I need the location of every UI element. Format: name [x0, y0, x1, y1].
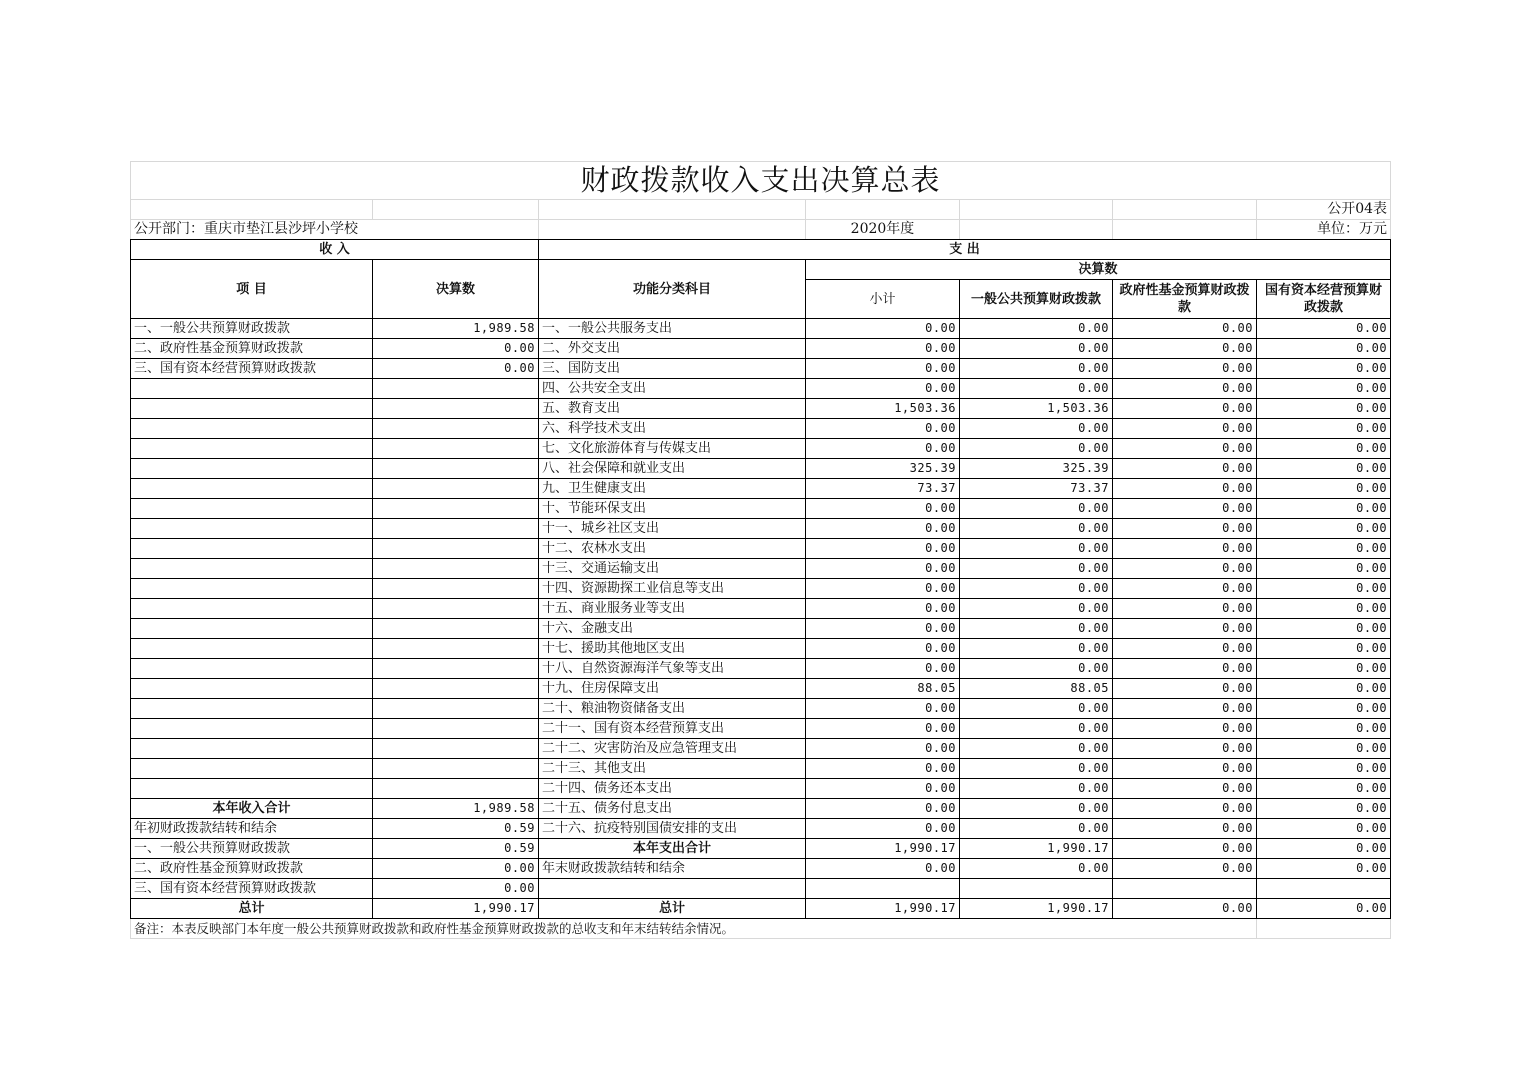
income-amount-cell — [373, 419, 539, 439]
expense-item-cell: 十二、农林水支出 — [539, 539, 806, 559]
general-budget-cell: 0.00 — [960, 579, 1113, 599]
subtotal-cell: 0.00 — [806, 439, 960, 459]
income-item-cell — [131, 459, 373, 479]
subtotal-cell: 0.00 — [806, 499, 960, 519]
subtotal-cell: 0.00 — [806, 739, 960, 759]
general-budget-cell: 0.00 — [960, 699, 1113, 719]
state-capital-cell: 0.00 — [1257, 599, 1391, 619]
state-capital-cell: 0.00 — [1257, 819, 1391, 839]
table-row — [131, 459, 1391, 479]
table-row — [131, 599, 1391, 619]
subtotal-cell: 0.00 — [806, 339, 960, 359]
final-amount-group-header: 决算数 — [806, 260, 1391, 280]
expense-item-cell: 十一、城乡社区支出 — [539, 519, 806, 539]
subtotal-cell: 0.00 — [806, 779, 960, 799]
income-item-cell — [131, 699, 373, 719]
general-budget-cell: 0.00 — [960, 559, 1113, 579]
state-capital-cell: 0.00 — [1257, 399, 1391, 419]
expense-item-cell: 十、节能环保支出 — [539, 499, 806, 519]
state-capital-cell: 0.00 — [1257, 439, 1391, 459]
income-item-cell — [131, 719, 373, 739]
general-budget-cell: 1,990.17 — [960, 839, 1113, 859]
page-title: 财政拨款收入支出决算总表 — [131, 162, 1391, 200]
state-capital-cell: 0.00 — [1257, 739, 1391, 759]
expense-item-cell: 十八、自然资源海洋气象等支出 — [539, 659, 806, 679]
general-budget-cell: 0.00 — [960, 619, 1113, 639]
income-amount-cell — [373, 579, 539, 599]
subtotal-cell: 1,990.17 — [806, 899, 960, 919]
income-amount-cell: 0.00 — [373, 359, 539, 379]
amount-column-header: 决算数 — [373, 260, 539, 319]
subtotal-cell: 0.00 — [806, 559, 960, 579]
expense-item-cell: 四、公共安全支出 — [539, 379, 806, 399]
expense-item-cell: 八、社会保障和就业支出 — [539, 459, 806, 479]
expense-header: 支 出 — [539, 240, 1391, 260]
state-capital-cell: 0.00 — [1257, 379, 1391, 399]
state-capital-cell — [1257, 879, 1391, 899]
expense-item-cell: 六、科学技术支出 — [539, 419, 806, 439]
income-amount-cell — [373, 659, 539, 679]
income-amount-cell: 1,989.58 — [373, 319, 539, 339]
table-row — [131, 559, 1391, 579]
table-row — [131, 739, 1391, 759]
general-budget-cell: 0.00 — [960, 819, 1113, 839]
expense-item-cell: 本年支出合计 — [539, 839, 806, 859]
income-amount-cell — [373, 479, 539, 499]
general-budget-cell: 0.00 — [960, 319, 1113, 339]
gov-fund-cell: 0.00 — [1113, 699, 1257, 719]
subtotal-cell: 0.00 — [806, 799, 960, 819]
state-capital-cell: 0.00 — [1257, 779, 1391, 799]
expense-item-cell: 十四、资源勘探工业信息等支出 — [539, 579, 806, 599]
blank-cell — [539, 200, 806, 220]
footnote: 备注：本表反映部门本年度一般公共预算财政拨款和政府性基金预算财政拨款的总收支和年末结转结余情况。 — [131, 919, 1257, 939]
subtotal-cell: 73.37 — [806, 479, 960, 499]
income-amount-cell — [373, 699, 539, 719]
state-capital-cell: 0.00 — [1257, 359, 1391, 379]
blank-cell — [1257, 919, 1391, 939]
general-budget-cell: 0.00 — [960, 599, 1113, 619]
general-budget-cell: 0.00 — [960, 539, 1113, 559]
blank-cell — [1113, 220, 1257, 240]
subtotal-cell: 0.00 — [806, 859, 960, 879]
expense-item-cell: 七、文化旅游体育与传媒支出 — [539, 439, 806, 459]
subtotal-cell: 0.00 — [806, 659, 960, 679]
general-budget-cell: 0.00 — [960, 359, 1113, 379]
table-row — [131, 779, 1391, 799]
table-row — [131, 519, 1391, 539]
income-item-cell — [131, 379, 373, 399]
gov-fund-cell: 0.00 — [1113, 859, 1257, 879]
subtotal-cell: 0.00 — [806, 419, 960, 439]
gov-fund-cell: 0.00 — [1113, 519, 1257, 539]
expense-item-cell — [539, 879, 806, 899]
income-item-cell — [131, 779, 373, 799]
income-item-cell — [131, 659, 373, 679]
department-label: 公开部门：重庆市垫江县沙坪小学校 — [131, 220, 539, 240]
income-amount-cell — [373, 639, 539, 659]
income-amount-cell: 1,989.58 — [373, 799, 539, 819]
general-budget-cell: 0.00 — [960, 439, 1113, 459]
table-row — [131, 859, 1391, 879]
income-item-cell: 年初财政拨款结转和结余 — [131, 819, 373, 839]
income-item-cell: 二、政府性基金预算财政拨款 — [131, 859, 373, 879]
subtotal-cell: 0.00 — [806, 759, 960, 779]
expense-item-cell: 十六、金融支出 — [539, 619, 806, 639]
income-amount-cell: 0.00 — [373, 879, 539, 899]
general-budget-cell: 0.00 — [960, 639, 1113, 659]
income-amount-cell — [373, 399, 539, 419]
income-item-cell — [131, 539, 373, 559]
income-item-cell — [131, 499, 373, 519]
state-capital-cell: 0.00 — [1257, 339, 1391, 359]
gov-fund-cell: 0.00 — [1113, 639, 1257, 659]
table-row — [131, 699, 1391, 719]
gov-fund-cell: 0.00 — [1113, 559, 1257, 579]
subtotal-cell: 0.00 — [806, 359, 960, 379]
general-budget-cell: 325.39 — [960, 459, 1113, 479]
subtotal-cell: 0.00 — [806, 619, 960, 639]
subtotal-cell: 0.00 — [806, 319, 960, 339]
gov-fund-cell: 0.00 — [1113, 419, 1257, 439]
table-row — [131, 799, 1391, 819]
state-capital-cell: 0.00 — [1257, 639, 1391, 659]
income-item-cell — [131, 599, 373, 619]
expense-item-cell: 总计 — [539, 899, 806, 919]
state-capital-cell: 0.00 — [1257, 619, 1391, 639]
income-item-cell: 三、国有资本经营预算财政拨款 — [131, 879, 373, 899]
gov-fund-cell: 0.00 — [1113, 799, 1257, 819]
expense-item-cell: 二十一、国有资本经营预算支出 — [539, 719, 806, 739]
general-budget-cell: 0.00 — [960, 719, 1113, 739]
gov-fund-column-header: 政府性基金预算财政拨款 — [1113, 280, 1257, 319]
income-amount-cell — [373, 439, 539, 459]
income-item-cell — [131, 419, 373, 439]
general-budget-cell: 0.00 — [960, 859, 1113, 879]
blank-cell — [539, 220, 806, 240]
table-row — [131, 819, 1391, 839]
table-row — [131, 839, 1391, 859]
gov-fund-cell: 0.00 — [1113, 759, 1257, 779]
expense-item-cell: 二、外交支出 — [539, 339, 806, 359]
subtotal-cell: 0.00 — [806, 379, 960, 399]
income-item-cell: 二、政府性基金预算财政拨款 — [131, 339, 373, 359]
expense-item-cell: 十三、交通运输支出 — [539, 559, 806, 579]
table-row — [131, 319, 1391, 339]
table-row — [131, 679, 1391, 699]
table-row — [131, 899, 1391, 919]
gov-fund-cell: 0.00 — [1113, 679, 1257, 699]
table-row — [131, 479, 1391, 499]
expense-item-cell: 十九、住房保障支出 — [539, 679, 806, 699]
income-item-cell — [131, 739, 373, 759]
income-amount-cell — [373, 379, 539, 399]
gov-fund-cell: 0.00 — [1113, 499, 1257, 519]
income-item-cell — [131, 559, 373, 579]
subtotal-cell: 0.00 — [806, 719, 960, 739]
expense-item-cell: 二十六、抗疫特别国债安排的支出 — [539, 819, 806, 839]
state-capital-cell: 0.00 — [1257, 519, 1391, 539]
state-capital-cell: 0.00 — [1257, 319, 1391, 339]
subtotal-cell: 1,503.36 — [806, 399, 960, 419]
expense-item-cell: 二十、粮油物资储备支出 — [539, 699, 806, 719]
state-capital-column-header: 国有资本经营预算财政拨款 — [1257, 280, 1391, 319]
subtotal-cell: 88.05 — [806, 679, 960, 699]
expense-item-cell: 二十二、灾害防治及应急管理支出 — [539, 739, 806, 759]
state-capital-cell: 0.00 — [1257, 679, 1391, 699]
income-amount-cell — [373, 539, 539, 559]
budget-sheet — [130, 161, 1390, 939]
general-budget-cell: 73.37 — [960, 479, 1113, 499]
expense-item-cell: 九、卫生健康支出 — [539, 479, 806, 499]
table-row — [131, 719, 1391, 739]
table-row — [131, 759, 1391, 779]
gov-fund-cell: 0.00 — [1113, 459, 1257, 479]
gov-fund-cell: 0.00 — [1113, 379, 1257, 399]
blank-cell — [1113, 200, 1257, 220]
income-item-cell — [131, 639, 373, 659]
gov-fund-cell: 0.00 — [1113, 779, 1257, 799]
state-capital-cell: 0.00 — [1257, 499, 1391, 519]
table-row — [131, 539, 1391, 559]
expense-item-cell: 一、一般公共服务支出 — [539, 319, 806, 339]
state-capital-cell: 0.00 — [1257, 759, 1391, 779]
general-budget-cell: 1,503.36 — [960, 399, 1113, 419]
gov-fund-cell: 0.00 — [1113, 839, 1257, 859]
gov-fund-cell: 0.00 — [1113, 479, 1257, 499]
gov-fund-cell: 0.00 — [1113, 439, 1257, 459]
budget-table — [130, 161, 1391, 939]
gov-fund-cell: 0.00 — [1113, 619, 1257, 639]
expense-item-cell: 二十四、债务还本支出 — [539, 779, 806, 799]
table-row — [131, 359, 1391, 379]
subtotal-column-header: 小计 — [806, 280, 960, 319]
general-budget-cell — [960, 879, 1113, 899]
general-budget-cell: 0.00 — [960, 739, 1113, 759]
blank-cell — [960, 220, 1113, 240]
income-item-cell — [131, 399, 373, 419]
gov-fund-cell — [1113, 879, 1257, 899]
income-item-cell — [131, 519, 373, 539]
gov-fund-cell: 0.00 — [1113, 719, 1257, 739]
income-item-cell — [131, 439, 373, 459]
general-budget-cell: 0.00 — [960, 519, 1113, 539]
income-item-cell: 一、一般公共预算财政拨款 — [131, 319, 373, 339]
gov-fund-cell: 0.00 — [1113, 319, 1257, 339]
income-amount-cell — [373, 499, 539, 519]
expense-item-cell: 二十五、债务付息支出 — [539, 799, 806, 819]
income-item-cell — [131, 759, 373, 779]
income-amount-cell — [373, 459, 539, 479]
fiscal-year: 2020年度 — [806, 220, 960, 240]
income-item-cell — [131, 679, 373, 699]
gov-fund-cell: 0.00 — [1113, 359, 1257, 379]
subtotal-cell: 325.39 — [806, 459, 960, 479]
income-amount-cell — [373, 619, 539, 639]
function-class-column-header: 功能分类科目 — [539, 260, 806, 319]
gov-fund-cell: 0.00 — [1113, 599, 1257, 619]
income-item-cell: 三、国有资本经营预算财政拨款 — [131, 359, 373, 379]
expense-item-cell: 年末财政拨款结转和结余 — [539, 859, 806, 879]
subtotal-cell — [806, 879, 960, 899]
state-capital-cell: 0.00 — [1257, 899, 1391, 919]
income-item-cell: 本年收入合计 — [131, 799, 373, 819]
general-budget-cell: 0.00 — [960, 379, 1113, 399]
income-amount-cell — [373, 679, 539, 699]
blank-cell — [806, 200, 960, 220]
subtotal-cell: 0.00 — [806, 819, 960, 839]
income-amount-cell — [373, 519, 539, 539]
state-capital-cell: 0.00 — [1257, 699, 1391, 719]
item-column-header: 项 目 — [131, 260, 373, 319]
income-amount-cell: 0.00 — [373, 859, 539, 879]
state-capital-cell: 0.00 — [1257, 559, 1391, 579]
state-capital-cell: 0.00 — [1257, 419, 1391, 439]
unit-label: 单位：万元 — [1257, 220, 1391, 240]
state-capital-cell: 0.00 — [1257, 459, 1391, 479]
general-budget-cell: 88.05 — [960, 679, 1113, 699]
table-row — [131, 659, 1391, 679]
state-capital-cell: 0.00 — [1257, 479, 1391, 499]
subtotal-cell: 0.00 — [806, 519, 960, 539]
table-row — [131, 439, 1391, 459]
state-capital-cell: 0.00 — [1257, 539, 1391, 559]
table-row — [131, 639, 1391, 659]
gov-fund-cell: 0.00 — [1113, 399, 1257, 419]
state-capital-cell: 0.00 — [1257, 839, 1391, 859]
blank-cell — [131, 200, 373, 220]
state-capital-cell: 0.00 — [1257, 719, 1391, 739]
subtotal-cell: 0.00 — [806, 699, 960, 719]
table-row — [131, 579, 1391, 599]
gov-fund-cell: 0.00 — [1113, 899, 1257, 919]
gov-fund-cell: 0.00 — [1113, 539, 1257, 559]
general-budget-cell: 0.00 — [960, 759, 1113, 779]
income-amount-cell: 0.00 — [373, 339, 539, 359]
form-code: 公开04表 — [1257, 200, 1391, 220]
income-amount-cell: 0.59 — [373, 839, 539, 859]
state-capital-cell: 0.00 — [1257, 579, 1391, 599]
income-amount-cell — [373, 559, 539, 579]
income-item-cell: 一、一般公共预算财政拨款 — [131, 839, 373, 859]
table-row — [131, 879, 1391, 899]
table-row — [131, 419, 1391, 439]
blank-cell — [960, 200, 1113, 220]
gov-fund-cell: 0.00 — [1113, 579, 1257, 599]
gov-fund-cell: 0.00 — [1113, 739, 1257, 759]
general-budget-cell: 0.00 — [960, 659, 1113, 679]
expense-item-cell: 三、国防支出 — [539, 359, 806, 379]
subtotal-cell: 0.00 — [806, 639, 960, 659]
income-item-cell — [131, 479, 373, 499]
general-budget-cell: 0.00 — [960, 419, 1113, 439]
income-item-cell — [131, 579, 373, 599]
subtotal-cell: 0.00 — [806, 579, 960, 599]
income-amount-cell — [373, 719, 539, 739]
state-capital-cell: 0.00 — [1257, 659, 1391, 679]
income-item-cell: 总计 — [131, 899, 373, 919]
gov-fund-cell: 0.00 — [1113, 819, 1257, 839]
income-amount-cell — [373, 599, 539, 619]
expense-item-cell: 十五、商业服务业等支出 — [539, 599, 806, 619]
state-capital-cell: 0.00 — [1257, 859, 1391, 879]
subtotal-cell: 0.00 — [806, 539, 960, 559]
table-row — [131, 339, 1391, 359]
income-amount-cell: 0.59 — [373, 819, 539, 839]
expense-item-cell: 二十三、其他支出 — [539, 759, 806, 779]
income-header: 收 入 — [131, 240, 539, 260]
table-row — [131, 399, 1391, 419]
table-row — [131, 619, 1391, 639]
gov-fund-cell: 0.00 — [1113, 339, 1257, 359]
subtotal-cell: 0.00 — [806, 599, 960, 619]
general-budget-cell: 0.00 — [960, 799, 1113, 819]
income-amount-cell — [373, 739, 539, 759]
general-budget-cell: 1,990.17 — [960, 899, 1113, 919]
expense-item-cell: 五、教育支出 — [539, 399, 806, 419]
general-budget-cell: 0.00 — [960, 499, 1113, 519]
income-item-cell — [131, 619, 373, 639]
income-amount-cell — [373, 759, 539, 779]
general-budget-cell: 0.00 — [960, 779, 1113, 799]
general-budget-cell: 0.00 — [960, 339, 1113, 359]
state-capital-cell: 0.00 — [1257, 799, 1391, 819]
table-row — [131, 379, 1391, 399]
blank-cell — [373, 200, 539, 220]
income-amount-cell — [373, 779, 539, 799]
table-row — [131, 499, 1391, 519]
income-amount-cell: 1,990.17 — [373, 899, 539, 919]
general-budget-column-header: 一般公共预算财政拨款 — [960, 280, 1113, 319]
gov-fund-cell: 0.00 — [1113, 659, 1257, 679]
expense-item-cell: 十七、援助其他地区支出 — [539, 639, 806, 659]
subtotal-cell: 1,990.17 — [806, 839, 960, 859]
